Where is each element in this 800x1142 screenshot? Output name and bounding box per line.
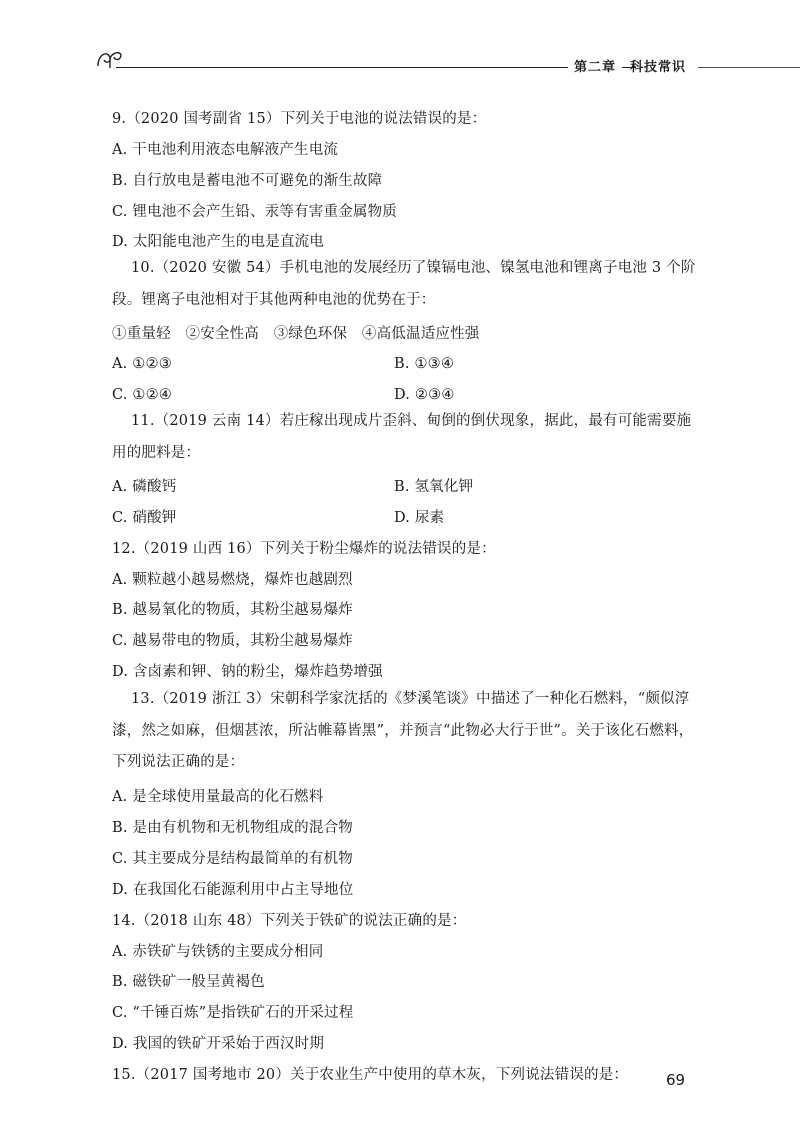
option-b: B. 自行放电是蓄电池不可避免的渐生故障 bbox=[112, 173, 383, 189]
question-stem: 10.（2020 安徽 54）手机电池的发展经历了镍镉电池、镍氢电池和锂离子电池 3 个阶段。锂离子电池相对于其他两种电池的优势在于： bbox=[112, 260, 696, 308]
option-a: A. 干电池利用液态电解液产生电流 bbox=[112, 142, 339, 158]
option-c: C. 硝酸钾 bbox=[112, 510, 177, 526]
option-a: A. 赤铁矿与铁锈的主要成分相同 bbox=[112, 944, 324, 960]
header-rule bbox=[116, 67, 636, 68]
option-d: D. 我国的铁矿开采始于西汉时期 bbox=[112, 1036, 325, 1052]
option-d: D. 尿素 bbox=[394, 510, 445, 526]
running-header bbox=[94, 44, 706, 78]
option-b: B. ①③④ bbox=[394, 356, 455, 372]
question-stem: 15.（2017 国考地市 20）关于农业生产中使用的草木灰，下列说法错误的是： bbox=[112, 1067, 629, 1083]
option-c: C. 其主要成分是结构最简单的有机物 bbox=[112, 851, 353, 867]
option-c: C. 越易带电的物质，其粉尘越易爆炸 bbox=[112, 633, 353, 649]
statement-items: ①重量轻 ②安全性高 ③绿色环保 ④高低温适应性强 bbox=[112, 326, 480, 342]
question-stem: 13.（2019 浙江 3）宋朝科学家沈括的《梦溪笔谈》中描述了一种化石燃料，“颇似淳漆，然之如麻，但烟甚浓，所沾帷幕皆黑”，并预言“此物必大行于世”。关于该化石燃料，下列说法正确的是： bbox=[112, 691, 694, 770]
option-d: D. 含卤素和钾、钠的粉尘，爆炸趋势增强 bbox=[112, 664, 383, 680]
header-rule-right bbox=[698, 67, 800, 68]
option-a: A. 磷酸钙 bbox=[112, 479, 177, 495]
option-a: A. 是全球使用量最高的化石燃料 bbox=[112, 789, 324, 805]
chapter-label: 第二章 bbox=[568, 56, 622, 75]
option-c: C. ①②④ bbox=[112, 387, 172, 403]
question-stem: 9.（2020 国考副省 15）下列关于电池的说法错误的是： bbox=[112, 111, 487, 127]
option-b: B. 越易氧化的物质，其粉尘越易爆炸 bbox=[112, 602, 353, 618]
option-b: B. 是由有机物和无机物组成的混合物 bbox=[112, 820, 353, 836]
option-d: D. 在我国化石能源利用中占主导地位 bbox=[112, 882, 354, 898]
option-c: C. “千锤百炼”是指铁矿石的开采过程 bbox=[112, 1005, 354, 1021]
option-d: D. 太阳能电池产生的电是直流电 bbox=[112, 234, 325, 250]
sprout-icon bbox=[94, 44, 134, 78]
question-stem: 11.（2019 云南 14）若庄稼出现成片歪斜、甸倒的倒伏现象，据此，最有可能需要施用的肥料是： bbox=[112, 413, 692, 461]
option-c: C. 锂电池不会产生铅、汞等有害重金属物质 bbox=[112, 204, 397, 220]
page-number: 69 bbox=[666, 1071, 686, 1089]
option-b: B. 氢氧化钾 bbox=[394, 479, 474, 495]
option-a: A. ①②③ bbox=[112, 356, 172, 372]
question-stem: 14.（2018 山东 48）下列关于铁矿的说法正确的是： bbox=[112, 913, 467, 929]
option-b: B. 磁铁矿一般呈黄褐色 bbox=[112, 974, 265, 990]
chapter-title: 科技常识 bbox=[630, 60, 687, 75]
option-a: A. 颗粒越小越易燃烧，爆炸也越剧烈 bbox=[112, 572, 353, 588]
option-d: D. ②③④ bbox=[394, 387, 455, 403]
question-stem: 12.（2019 山西 16）下列关于粉尘爆炸的说法错误的是： bbox=[112, 541, 496, 557]
